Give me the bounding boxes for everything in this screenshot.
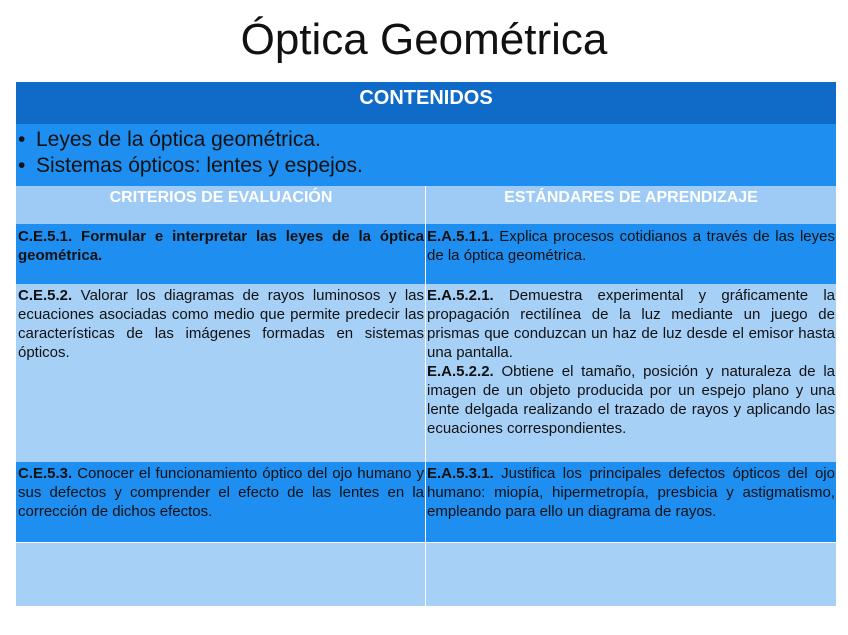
contenidos-header: CONTENIDOS (16, 82, 836, 124)
criterio-text: Formular e interpretar las leyes de la óptica geométrica. (18, 228, 424, 264)
list-item (16, 127, 836, 153)
criterio-text: Valorar los diagramas de rayos luminosos y las ecuaciones asociadas como medio que permite predecir las características de las imágenes formadas en sistemas ópticos. (18, 287, 424, 361)
estandar-code: E.A.5.3.1. (427, 465, 494, 482)
bullet-icon: • (18, 154, 26, 177)
contenido-text: Sistemas ópticos: lentes y espejos. (36, 154, 363, 177)
estandar-code: E.A.5.2.2. (427, 363, 494, 380)
criterio-code: C.E.5.2. (18, 287, 73, 304)
page-title: Óptica Geométrica (240, 15, 608, 64)
contenido-text: Leyes de la óptica geométrica. (36, 128, 321, 151)
estandar-cell (425, 224, 836, 284)
estandares-header: ESTÁNDARES DE APRENDIZAJE (425, 186, 836, 224)
list-item (16, 153, 836, 179)
curriculum-table (16, 82, 836, 606)
estandar-text: Justifica los principales defectos ópticos del ojo humano: miopía, hipermetropía, presbicia y astigmatismo, empleando para ello un diagrama de rayos. (427, 465, 835, 520)
estandar-cell (425, 284, 836, 462)
table-row (16, 224, 836, 284)
bullet-icon: • (18, 128, 26, 151)
estandar-item (427, 286, 835, 362)
estandar-code: E.A.5.1.1. (427, 228, 494, 245)
table-row (16, 462, 836, 542)
table-row (16, 284, 836, 462)
empty-cell (425, 543, 836, 606)
criterio-code: C.E.5.3. (18, 465, 73, 482)
criterio-cell (16, 224, 425, 284)
empty-cell (16, 543, 425, 606)
estandar-text: Obtiene el tamaño, posición y naturaleza de la imagen de un objeto producida por un espejo plano y una lente delgada realizando el trazado de rayos y aplicando las ecuaciones correspondientes. (427, 363, 835, 437)
column-header-row (16, 186, 836, 224)
estandar-text: Explica procesos cotidianos a través de las leyes de la óptica geométrica. (427, 228, 835, 264)
contenidos-list (16, 124, 836, 186)
criterios-header: CRITERIOS DE EVALUACIÓN (109, 189, 333, 206)
estandar-item (427, 362, 835, 438)
criterio-text: Conocer el funcionamiento óptico del ojo humano y sus defectos y comprender el efecto de las lentes en la corrección de dichos efectos. (18, 465, 424, 520)
estandar-code: E.A.5.2.1. (427, 287, 494, 304)
empty-table-row (16, 542, 836, 606)
criterio-cell (16, 284, 425, 462)
criterio-code: C.E.5.1. (18, 228, 73, 245)
criterio-cell (16, 462, 425, 542)
estandar-text: Demuestra experimental y gráficamente la propagación rectilínea de la luz mediante un juego de prismas que conduzcan un haz de luz desde el emisor hasta una pantalla. (427, 287, 835, 361)
estandar-cell (425, 462, 836, 542)
